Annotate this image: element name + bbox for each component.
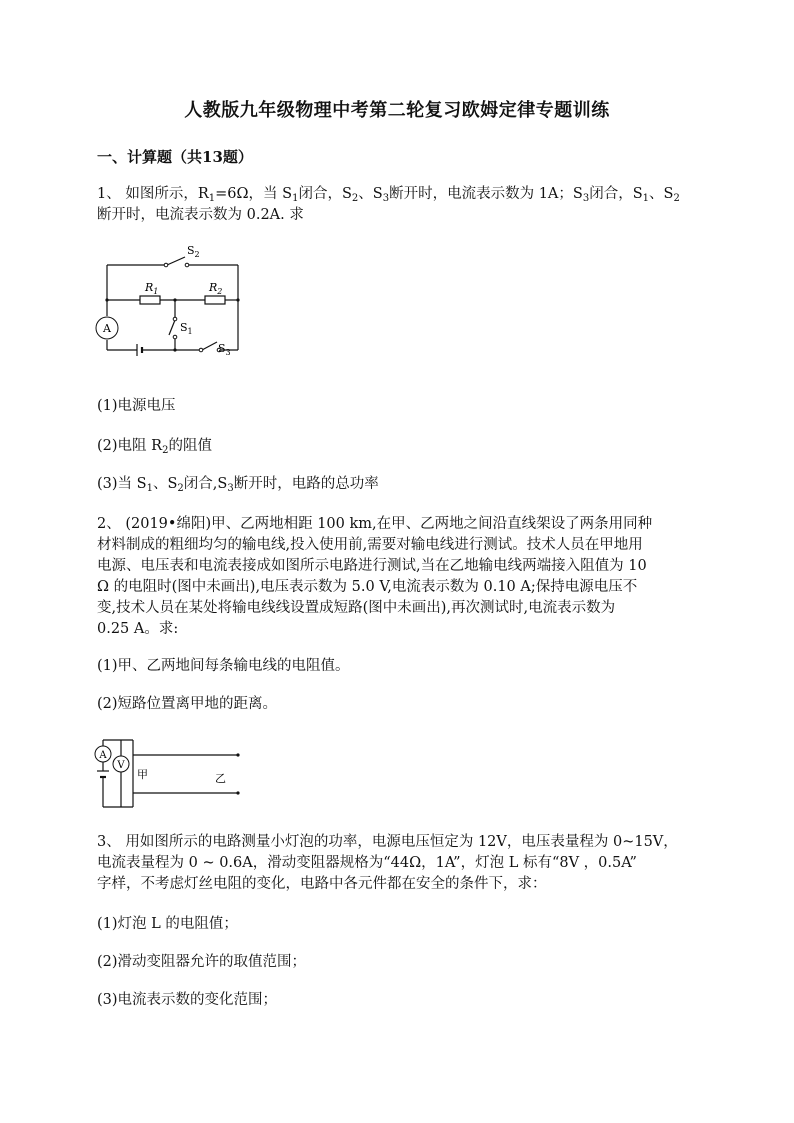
q2-text-line6: 0.25 A。求: <box>97 621 179 637</box>
q2-voltmeter-label: V <box>117 760 125 771</box>
q1-ask-3: (3)当 $S_1$、$S_2$闭合$,S_3$断开时，电路的总功率 <box>97 476 379 494</box>
page-title: 人教版九年级物理中考第二轮复习欧姆定律专题训练 <box>184 100 610 121</box>
q3-ask-1: (1)灯泡 L 的电阻值； <box>97 916 238 932</box>
q2-jia-label: 甲 <box>137 768 148 781</box>
q1-s2-label: $S_2$ <box>187 244 200 259</box>
q2-ask-1: (1)甲、乙两地间每条输电线的电阻值。 <box>97 658 350 674</box>
q1-text-line1: 1、 如图所示，$R_1=6\Omega$，当 $S_1$闭合，$S_2$、$S_3$断开时，电流表示数为 1A；$S_3$闭合，$S_1$、$S_2$ <box>97 186 680 204</box>
q2-ammeter-label: A <box>99 750 107 761</box>
q1-ammeter-label: A <box>103 322 111 335</box>
q1-r2-label: $R_2$ <box>209 281 223 296</box>
q1-text-line2: 断开时，电流表示数为 0.2A. 求 <box>97 207 304 223</box>
q3-text-line3: 字样，不考虑灯丝电阻的变化，电路中各元件都在安全的条件下，求： <box>97 876 547 892</box>
q2-text-line1: 2、 (2019•绵阳)甲、乙两地相距 100 km,在甲、乙两地之间沿直线架设了两条用同种 <box>97 516 653 532</box>
q3-ask-3: (3)电流表示数的变化范围； <box>97 992 278 1008</box>
q2-circuit-diagram <box>93 735 253 815</box>
q1-s3-label: $S_3$ <box>218 342 231 357</box>
q1-ask-2: (2)电阻 $R_2$的阻值 <box>97 438 212 456</box>
q1-r1-label: $R_1$ <box>145 281 159 296</box>
section-heading: 一、计算题（共13题） <box>97 148 253 166</box>
q3-text-line2: 电流表量程为 0 ~ 0.6A，滑动变阻器规格为“44Ω，1A”，灯泡 L 标有“8V ，0.5A” <box>97 855 637 871</box>
q2-ask-2: (2)短路位置离甲地的距离。 <box>97 696 278 712</box>
q2-text-line3: 电源、电压表和电流表接成如图所示电路进行测试,当在乙地输电线两端接入阻值为 10 <box>97 558 647 574</box>
q2-text-line2: 材料制成的粗细均匀的输电线,投入使用前,需要对输电线进行测试。技术人员在甲地用 <box>97 537 643 553</box>
q1-s1-label: $S_1$ <box>180 321 193 336</box>
q2-text-line4: Ω 的电阻时(图中未画出),电压表示数为 5.0 V,电流表示数为 0.10 A;保持电源电压不 <box>97 579 638 595</box>
q2-text-line5: 变,技术人员在某处将输电线线设置成短路(图中未画出),再次测试时,电流表示数为 <box>97 600 616 616</box>
q3-text-line1: 3、 用如图所示的电路测量小灯泡的功率，电源电压恒定为 12V，电压表量程为 0~15V， <box>97 834 678 850</box>
q1-ask-1: (1)电源电压 <box>97 398 176 414</box>
q2-yi-label: 乙 <box>215 772 226 785</box>
q3-ask-2: (2)滑动变阻器允许的取值范围； <box>97 954 307 970</box>
q1-circuit-diagram <box>95 240 265 365</box>
